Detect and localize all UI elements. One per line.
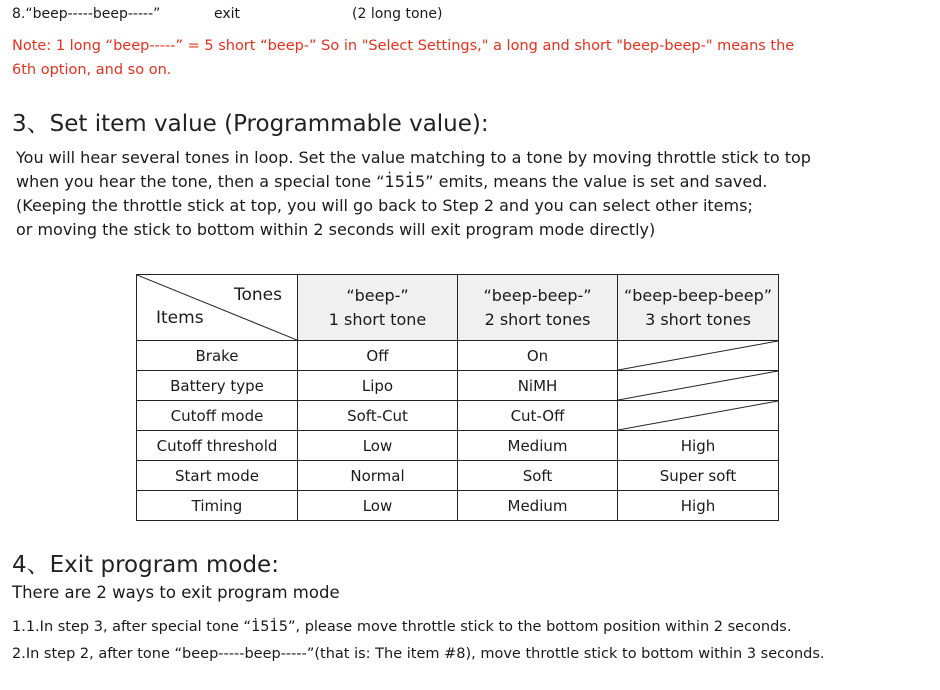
value-cell: NiMH	[458, 371, 618, 401]
item-cell: Start mode	[137, 461, 298, 491]
value-cell: Off	[298, 341, 458, 371]
items-header-label: Items	[156, 308, 204, 328]
item-cell: Brake	[137, 341, 298, 371]
item-cell: Battery type	[137, 371, 298, 401]
section-3-line-1: You will hear several tones in loop. Set the value matching to a tone by moving throttle stick to top	[16, 148, 811, 167]
value-cell: Lipo	[298, 371, 458, 401]
column-header-count: 3 short tones	[645, 309, 751, 329]
table-header-row	[137, 275, 779, 341]
cell-diagonal	[618, 371, 778, 400]
not-applicable-cell	[618, 371, 779, 401]
note-line-2: 6th option, and so on.	[12, 62, 172, 78]
column-header-count: 2 short tones	[484, 309, 591, 329]
value-cell: Low	[298, 431, 458, 461]
section-3-line-2: when you hear the tone, then a special tone “1̇51̇5” emits, means the value is set and saved.	[16, 172, 768, 191]
section-3-line-4: or moving the stick to bottom within 2 seconds will exit program mode directly)	[16, 220, 656, 239]
column-header-tone: “beep-”	[346, 285, 409, 305]
exit-step-2: 2.In step 2, after tone “beep-----beep-----”(that is: The item #8), move throttle stick to bottom within 3 seconds.	[12, 646, 825, 662]
item-cell: Timing	[137, 491, 298, 521]
not-applicable-cell	[618, 401, 779, 431]
value-cell: Soft	[458, 461, 618, 491]
program-value-table	[136, 274, 779, 521]
item-cell: Cutoff mode	[137, 401, 298, 431]
value-cell: Normal	[298, 461, 458, 491]
column-header-tone: “beep-beep-beep”	[623, 285, 773, 305]
table-row	[137, 461, 779, 491]
value-cell: Soft-Cut	[298, 401, 458, 431]
item-8-tone: 8.“beep-----beep-----”	[12, 6, 161, 22]
section-3-heading: 3、Set item value (Programmable value):	[12, 111, 489, 137]
cell-diagonal	[618, 341, 778, 370]
not-applicable-cell	[618, 341, 779, 371]
column-header-3	[618, 275, 779, 341]
note-line-1: Note: 1 long “beep-----” = 5 short “beep-” So in "Select Settings," a long and short "beep-beep-" means the	[12, 38, 795, 54]
tones-header-label: Tones	[234, 285, 282, 305]
item-8-action: exit	[214, 6, 241, 22]
section-3-line-3: (Keeping the throttle stick at top, you will go back to Step 2 and you can select other items;	[16, 196, 753, 215]
value-cell: Low	[298, 491, 458, 521]
column-header-1	[298, 275, 458, 341]
value-cell: High	[618, 491, 779, 521]
table-row	[137, 341, 779, 371]
column-header-tone: “beep-beep-”	[483, 285, 592, 305]
table-row	[137, 431, 779, 461]
cell-diagonal	[618, 401, 778, 430]
item-8-description: (2 long tone)	[352, 6, 443, 22]
table-row	[137, 401, 779, 431]
value-cell: Medium	[458, 431, 618, 461]
table-corner-cell	[137, 275, 298, 341]
item-cell: Cutoff threshold	[137, 431, 298, 461]
table-row	[137, 371, 779, 401]
value-cell: High	[618, 431, 779, 461]
section-4-heading: 4、Exit program mode:	[12, 552, 279, 578]
table-row	[137, 491, 779, 521]
value-cell: On	[458, 341, 618, 371]
column-header-2	[458, 275, 618, 341]
value-cell: Cut-Off	[458, 401, 618, 431]
exit-step-1: 1.1.In step 3, after special tone “1̇51̇5”, please move throttle stick to the bottom position within 2 seconds.	[12, 619, 792, 635]
value-cell: Super soft	[618, 461, 779, 491]
section-4-intro: There are 2 ways to exit program mode	[12, 583, 340, 602]
value-cell: Medium	[458, 491, 618, 521]
column-header-count: 1 short tone	[328, 309, 427, 329]
